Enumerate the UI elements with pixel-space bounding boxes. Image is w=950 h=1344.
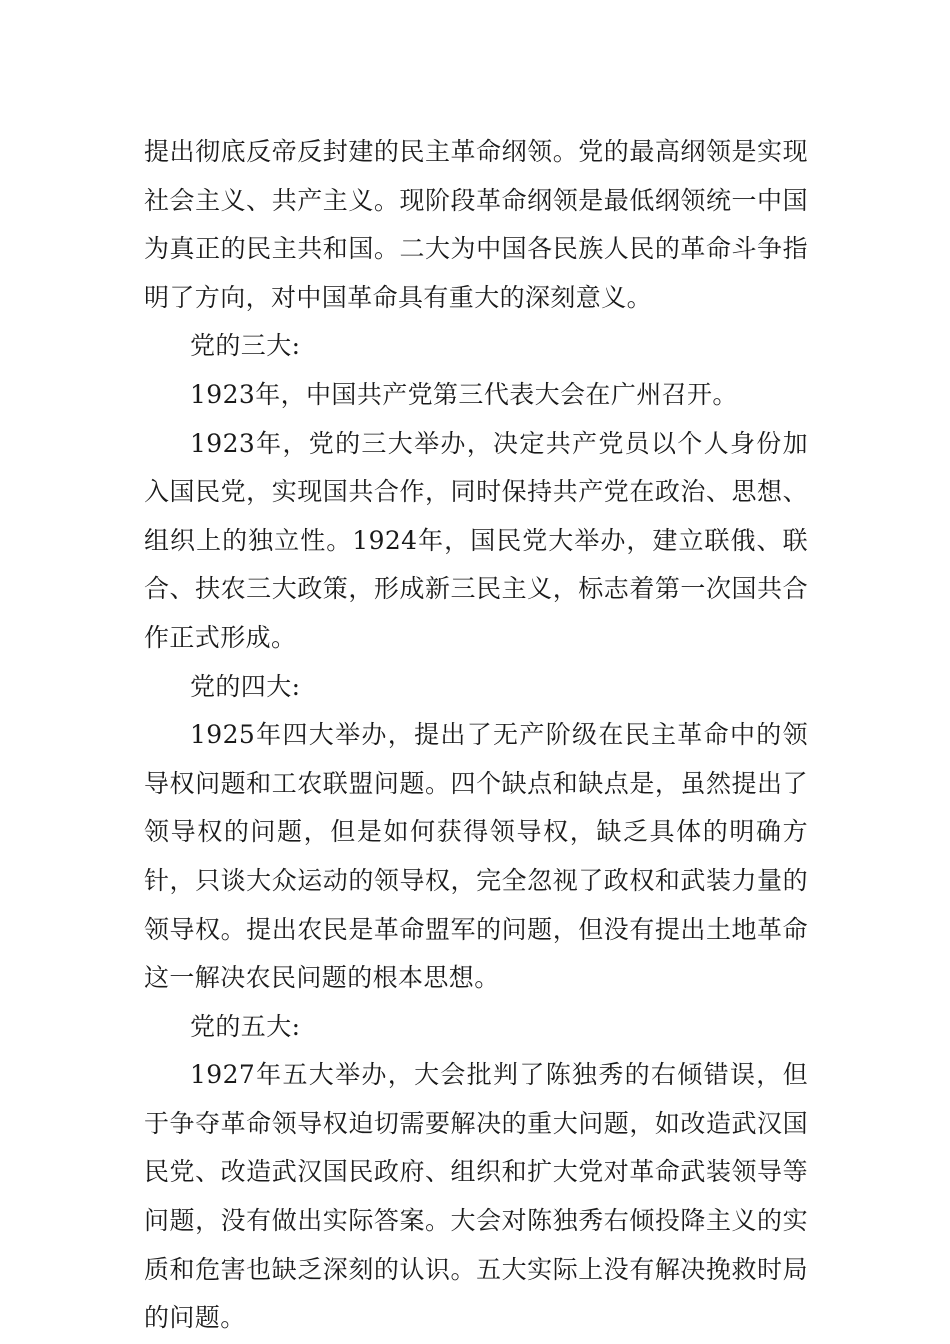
paragraph-fifth-congress: 1927年五大举办，大会批判了陈独秀的右倾错误，但于争夺革命领导权迫切需要解决的重大问题，如改造武汉国民党、改造武汉国民政府、组织和扩大党对革命武装领导等问题，没有做出实际答案。大会对陈独秀右倾投降主义的实质和危害也缺乏深刻的认识。五大实际上没有解决挽救时局的问题。 bbox=[144, 1060, 808, 1333]
heading-fifth-congress: 党的五大: bbox=[190, 1011, 301, 1041]
paragraph-fourth-congress: 1925年四大举办，提出了无产阶级在民主革命中的领导权问题和工农联盟问题。四个缺点和缺点是，虽然提出了领导权的问题，但是如何获得领导权，缺乏具体的明确方针，只谈大众运动的领导权，完全忽视了政权和武装力量的领导权。提出农民是革命盟军的问题，但没有提出土地革命这一解决农民问题的根本思想。 bbox=[144, 720, 808, 993]
paragraph-third-congress-details: 1923年，党的三大举办，决定共产党员以个人身份加入国民党，实现国共合作，同时保持共产党在政治、思想、组织上的独立性。1924年，国民党大举办，建立联俄、联合、扶农三大政策，形成新三民主义，标志着第一次国共合作正式形成。 bbox=[144, 428, 808, 652]
document-body bbox=[144, 128, 808, 1343]
heading-third-congress: 党的三大: bbox=[190, 331, 301, 361]
heading-fourth-congress: 党的四大: bbox=[190, 671, 301, 701]
paragraph-third-congress-date: 1923年，中国共产党第三代表大会在广州召开。 bbox=[190, 379, 738, 409]
paragraph-continuation: 提出彻底反帝反封建的民主革命纲领。党的最高纲领是实现社会主义、共产主义。现阶段革命纲领是最低纲领统一中国为真正的民主共和国。二大为中国各民族人民的革命斗争指明了方向，对中国革命具有重大的深刻意义。 bbox=[144, 137, 808, 312]
